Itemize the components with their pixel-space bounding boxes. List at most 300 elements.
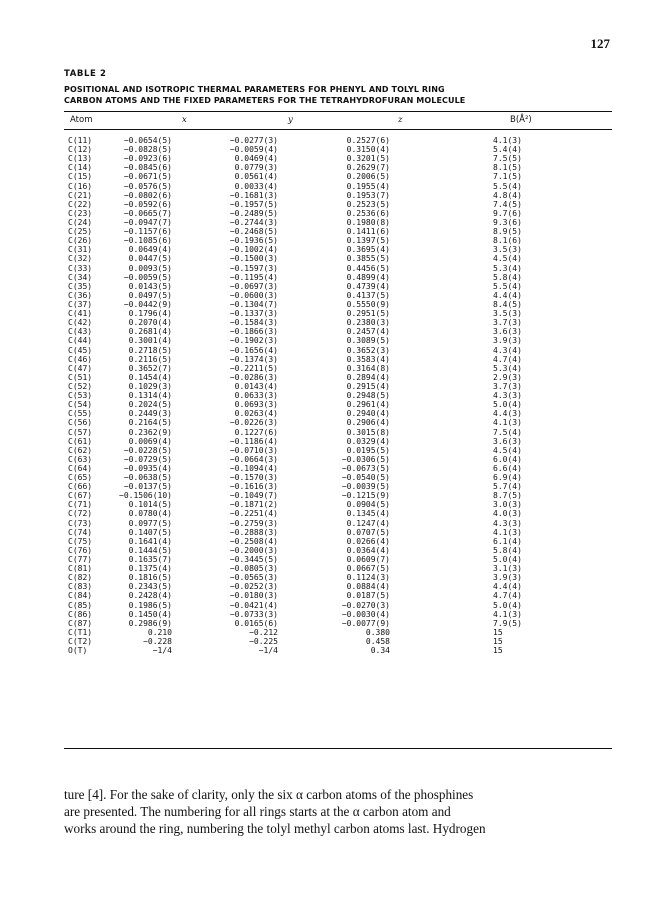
cell-atom: C(74) — [68, 527, 93, 537]
cell-y: −0.1374(3) — [229, 354, 278, 364]
cell-atom: C(14) — [68, 163, 93, 173]
cell-y: 0.1227(6) — [234, 427, 278, 437]
table-row — [64, 555, 612, 564]
cell-b: 4.1(3) — [493, 527, 522, 537]
cell-y: 0.0143(4) — [234, 381, 278, 391]
cell-b: 5.4(4) — [493, 145, 522, 155]
cell-b: 8.9(5) — [493, 227, 522, 237]
cell-y: −0.1902(3) — [229, 336, 278, 346]
cell-b: 6.1(4) — [493, 536, 522, 546]
cell-atom: C(15) — [68, 172, 93, 182]
cell-z: 0.3695(4) — [346, 245, 390, 255]
cell-x: −0.1506(10) — [119, 491, 172, 501]
cell-x: −0.0442(9) — [123, 299, 172, 309]
cell-b: 4.3(3) — [493, 518, 522, 528]
cell-y: 0.0561(4) — [234, 172, 278, 182]
cell-z: 0.1345(4) — [346, 509, 390, 519]
cell-x: −0.0638(5) — [123, 473, 172, 483]
cell-x: −0.0654(5) — [123, 136, 172, 145]
cell-y: −0.1186(4) — [229, 436, 278, 446]
cell-b: 4.5(4) — [493, 445, 522, 455]
cell-x: 0.1029(3) — [128, 381, 172, 391]
table-header-rule — [64, 129, 612, 130]
cell-atom: C(62) — [68, 445, 93, 455]
cell-x: 0.1454(4) — [128, 372, 172, 382]
table-row — [64, 355, 612, 364]
cell-z: 0.0667(5) — [346, 564, 390, 574]
table-row — [64, 528, 612, 537]
cell-x: 0.0447(5) — [128, 254, 172, 264]
cell-b: 7.5(4) — [493, 427, 522, 437]
cell-x: 0.1450(4) — [128, 609, 172, 619]
cell-y: −0.1616(3) — [229, 482, 278, 492]
cell-y: −0.1936(5) — [229, 236, 278, 246]
cell-atom: C(45) — [68, 345, 93, 355]
cell-x: −0.0828(5) — [123, 145, 172, 155]
cell-atom: C(72) — [68, 509, 93, 519]
cell-z: 0.1980(8) — [346, 217, 390, 227]
cell-x: −0.1157(6) — [123, 227, 172, 237]
cell-x: 0.0649(4) — [128, 245, 172, 255]
cell-atom: C(33) — [68, 263, 93, 273]
cell-b: 4.4(4) — [493, 290, 522, 300]
cell-y: −0.0252(3) — [229, 582, 278, 592]
cell-x: 0.0069(4) — [128, 436, 172, 446]
column-header-x: x — [182, 115, 187, 125]
cell-b: 7.5(5) — [493, 154, 522, 164]
cell-x: −0.0137(5) — [123, 482, 172, 492]
cell-x: 0.1641(4) — [128, 536, 172, 546]
cell-x: −1/4 — [152, 646, 172, 656]
cell-b: 4.3(4) — [493, 345, 522, 355]
cell-x: −0.0228(5) — [123, 445, 172, 455]
cell-z: 0.3164(8) — [346, 363, 390, 373]
cell-y: −0.0180(3) — [229, 591, 278, 601]
table-row — [64, 591, 612, 600]
cell-y: 0.0469(4) — [234, 154, 278, 164]
cell-z: 0.4137(5) — [346, 290, 390, 300]
cell-y: −0.1500(3) — [229, 254, 278, 264]
cell-b: 6.9(4) — [493, 473, 522, 483]
body-text — [64, 786, 620, 837]
table-row — [64, 300, 612, 309]
cell-atom: C(26) — [68, 236, 93, 246]
table-row — [64, 464, 612, 473]
cell-y: 0.0033(4) — [234, 181, 278, 191]
cell-b: 5.0(4) — [493, 400, 522, 410]
cell-z: 0.2629(7) — [346, 163, 390, 173]
cell-atom: C(23) — [68, 208, 93, 218]
table-row — [64, 236, 612, 245]
cell-z: −0.0030(4) — [341, 609, 390, 619]
cell-b: 3.5(3) — [493, 245, 522, 255]
cell-z: 0.2961(4) — [346, 400, 390, 410]
column-header-b: B(Å²) — [510, 115, 532, 125]
cell-z: 0.0707(5) — [346, 527, 390, 537]
cell-z: 0.1124(3) — [346, 573, 390, 583]
cell-atom: C(32) — [68, 254, 93, 264]
table-row — [64, 254, 612, 263]
cell-y: −0.2468(5) — [229, 227, 278, 237]
cell-atom: C(25) — [68, 227, 93, 237]
cell-y: −0.2888(3) — [229, 527, 278, 537]
table-header — [64, 115, 612, 127]
cell-z: 0.0187(5) — [346, 591, 390, 601]
cell-b: 4.4(3) — [493, 409, 522, 419]
cell-atom: C(65) — [68, 473, 93, 483]
cell-z: 0.3201(5) — [346, 154, 390, 164]
cell-x: −0.0947(7) — [123, 217, 172, 227]
cell-y: −0.1681(3) — [229, 190, 278, 200]
cell-b: 15 — [493, 646, 503, 656]
cell-atom: C(34) — [68, 272, 93, 282]
table-bottom-rule — [64, 748, 612, 749]
cell-y: −0.0226(3) — [229, 418, 278, 428]
cell-y: −0.2251(4) — [229, 509, 278, 519]
table-row — [64, 145, 612, 154]
table-row — [64, 537, 612, 546]
cell-atom: C(46) — [68, 354, 93, 364]
cell-y: −0.3445(5) — [229, 555, 278, 565]
cell-y: −0.0600(3) — [229, 290, 278, 300]
cell-z: 0.0329(4) — [346, 436, 390, 446]
cell-y: −0.2744(3) — [229, 217, 278, 227]
cell-atom: C(56) — [68, 418, 93, 428]
cell-y: 0.0633(3) — [234, 391, 278, 401]
cell-y: −0.1094(4) — [229, 463, 278, 473]
cell-y: −0.212 — [249, 627, 278, 637]
cell-atom: C(81) — [68, 564, 93, 574]
table-row — [64, 327, 612, 336]
cell-y: 0.0779(3) — [234, 163, 278, 173]
cell-y: 0.0263(4) — [234, 409, 278, 419]
table-row — [64, 309, 612, 318]
cell-y: −0.1957(5) — [229, 199, 278, 209]
table-row — [64, 318, 612, 327]
cell-x: −0.1085(6) — [123, 236, 172, 246]
cell-z: 0.1953(7) — [346, 190, 390, 200]
table-row — [64, 336, 612, 345]
table-row — [64, 382, 612, 391]
cell-y: −0.1656(4) — [229, 345, 278, 355]
cell-atom: C(12) — [68, 145, 93, 155]
cell-x: 0.0780(4) — [128, 509, 172, 519]
cell-atom: C(37) — [68, 299, 93, 309]
body-text-line: are presented. The numbering for all rings starts at the α carbon atom and — [64, 804, 451, 819]
cell-y: −0.1195(4) — [229, 272, 278, 282]
cell-z: 0.380 — [365, 627, 390, 637]
cell-atom: C(75) — [68, 536, 93, 546]
cell-x: 0.2070(4) — [128, 318, 172, 328]
cell-z: 0.2006(5) — [346, 172, 390, 182]
cell-atom: C(41) — [68, 309, 93, 319]
cell-b: 7.1(5) — [493, 172, 522, 182]
cell-z: 0.0195(5) — [346, 445, 390, 455]
table-row — [64, 509, 612, 518]
table-body — [64, 136, 612, 655]
cell-y: −0.1337(3) — [229, 309, 278, 319]
cell-x: 0.2718(5) — [128, 345, 172, 355]
cell-x: 0.2024(5) — [128, 400, 172, 410]
table-row — [64, 291, 612, 300]
cell-x: −0.0576(5) — [123, 181, 172, 191]
cell-x: −0.0665(7) — [123, 208, 172, 218]
table-row — [64, 136, 612, 145]
cell-y: 0.0165(6) — [234, 618, 278, 628]
cell-z: 0.0266(4) — [346, 536, 390, 546]
cell-atom: C(53) — [68, 391, 93, 401]
cell-z: 0.3855(5) — [346, 254, 390, 264]
cell-b: 3.6(3) — [493, 436, 522, 446]
cell-b: 2.9(3) — [493, 372, 522, 382]
cell-y: −0.0697(3) — [229, 281, 278, 291]
cell-y: −0.0059(4) — [229, 145, 278, 155]
table-row — [64, 245, 612, 254]
cell-y: −0.1866(3) — [229, 327, 278, 337]
cell-b: 3.7(3) — [493, 318, 522, 328]
cell-atom: C(57) — [68, 427, 93, 437]
cell-b: 4.1(3) — [493, 136, 522, 145]
cell-x: −0.0845(6) — [123, 163, 172, 173]
cell-atom: C(67) — [68, 491, 93, 501]
cell-b: 8.7(5) — [493, 491, 522, 501]
table-row — [64, 227, 612, 236]
cell-z: 0.5550(9) — [346, 299, 390, 309]
cell-x: 0.2164(5) — [128, 418, 172, 428]
cell-y: −0.0805(3) — [229, 564, 278, 574]
cell-x: 0.1796(4) — [128, 309, 172, 319]
table-row — [64, 418, 612, 427]
cell-b: 3.0(3) — [493, 500, 522, 510]
cell-y: −0.1570(3) — [229, 473, 278, 483]
cell-b: 4.5(4) — [493, 254, 522, 264]
table-row — [64, 273, 612, 282]
cell-b: 4.3(3) — [493, 391, 522, 401]
cell-atom: C(21) — [68, 190, 93, 200]
cell-b: 6.6(4) — [493, 463, 522, 473]
cell-x: 0.2681(4) — [128, 327, 172, 337]
cell-y: −0.225 — [249, 637, 278, 647]
cell-z: 0.0884(4) — [346, 582, 390, 592]
cell-y: −0.2211(5) — [229, 363, 278, 373]
cell-atom: C(76) — [68, 545, 93, 555]
cell-atom: C(66) — [68, 482, 93, 492]
cell-atom: C(31) — [68, 245, 93, 255]
cell-atom: C(85) — [68, 600, 93, 610]
cell-z: −0.0077(9) — [341, 618, 390, 628]
cell-b: 15 — [493, 627, 503, 637]
cell-x: 0.1816(5) — [128, 573, 172, 583]
table-row — [64, 601, 612, 610]
cell-b: 3.9(3) — [493, 336, 522, 346]
cell-x: −0.0935(4) — [123, 463, 172, 473]
cell-y: −0.2489(5) — [229, 208, 278, 218]
cell-atom: C(87) — [68, 618, 93, 628]
table-row — [64, 154, 612, 163]
cell-atom: C(35) — [68, 281, 93, 291]
table-row — [64, 264, 612, 273]
cell-b: 8.1(5) — [493, 163, 522, 173]
column-header-z: z — [398, 115, 403, 125]
cell-b: 4.0(3) — [493, 509, 522, 519]
cell-atom: C(84) — [68, 591, 93, 601]
cell-atom: C(71) — [68, 500, 93, 510]
cell-atom: C(64) — [68, 463, 93, 473]
table-row — [64, 282, 612, 291]
body-text-line: works around the ring, numbering the tolyl methyl carbon atoms last. Hydrogen — [64, 821, 486, 836]
cell-z: 0.2906(4) — [346, 418, 390, 428]
cell-atom: C(22) — [68, 199, 93, 209]
cell-atom: C(36) — [68, 290, 93, 300]
cell-z: 0.2951(5) — [346, 309, 390, 319]
cell-z: −0.0540(5) — [341, 473, 390, 483]
cell-x: 0.2116(5) — [128, 354, 172, 364]
cell-y: −0.1049(7) — [229, 491, 278, 501]
cell-z: 0.2940(4) — [346, 409, 390, 419]
cell-x: −0.0592(6) — [123, 199, 172, 209]
table-row — [64, 610, 612, 619]
cell-z: 0.0609(7) — [346, 555, 390, 565]
table-row — [64, 473, 612, 482]
cell-b: 3.1(3) — [493, 564, 522, 574]
cell-z: 0.458 — [365, 637, 390, 647]
cell-z: 0.2894(4) — [346, 372, 390, 382]
cell-b: 6.0(4) — [493, 454, 522, 464]
cell-x: −0.0059(5) — [123, 272, 172, 282]
cell-z: 0.0904(5) — [346, 500, 390, 510]
cell-atom: C(T2) — [68, 637, 93, 647]
cell-b: 5.0(4) — [493, 555, 522, 565]
cell-b: 3.7(3) — [493, 381, 522, 391]
table-row — [64, 218, 612, 227]
cell-y: −0.0421(4) — [229, 600, 278, 610]
page-number: 127 — [590, 36, 610, 51]
cell-b: 3.9(3) — [493, 573, 522, 583]
cell-z: 0.4456(5) — [346, 263, 390, 273]
cell-atom: C(11) — [68, 136, 93, 145]
table-row — [64, 391, 612, 400]
cell-z: 0.3652(3) — [346, 345, 390, 355]
cell-x: −0.0671(5) — [123, 172, 172, 182]
cell-x: 0.1444(5) — [128, 545, 172, 555]
table-row — [64, 364, 612, 373]
cell-atom: C(43) — [68, 327, 93, 337]
cell-y: −0.0664(3) — [229, 454, 278, 464]
cell-x: 0.2343(5) — [128, 582, 172, 592]
cell-z: 0.2536(6) — [346, 208, 390, 218]
table-row — [64, 209, 612, 218]
cell-b: 15 — [493, 637, 503, 647]
cell-x: 0.2449(3) — [128, 409, 172, 419]
cell-z: −0.0039(5) — [341, 482, 390, 492]
table-row — [64, 564, 612, 573]
caption-line: CARBON ATOMS AND THE FIXED PARAMETERS FOR THE TETRAHYDROFURAN MOLECULE — [64, 96, 466, 105]
table-row — [64, 182, 612, 191]
cell-z: 0.3150(4) — [346, 145, 390, 155]
cell-z: 0.34 — [370, 646, 390, 656]
cell-x: 0.3652(7) — [128, 363, 172, 373]
cell-atom: C(13) — [68, 154, 93, 164]
table-row — [64, 637, 612, 646]
cell-x: 0.2986(9) — [128, 618, 172, 628]
cell-atom: C(82) — [68, 573, 93, 583]
cell-y: −0.1304(7) — [229, 299, 278, 309]
cell-y: −0.0710(3) — [229, 445, 278, 455]
table-row — [64, 200, 612, 209]
cell-z: 0.4899(4) — [346, 272, 390, 282]
cell-z: −0.1215(9) — [341, 491, 390, 501]
cell-atom: C(61) — [68, 436, 93, 446]
cell-y: 0.0693(3) — [234, 400, 278, 410]
table-row — [64, 500, 612, 509]
cell-z: 0.2457(4) — [346, 327, 390, 337]
cell-y: −0.0277(3) — [229, 136, 278, 145]
cell-y: −0.1871(2) — [229, 500, 278, 510]
table-row — [64, 191, 612, 200]
caption-line: POSITIONAL AND ISOTROPIC THERMAL PARAMETERS FOR PHENYL AND TOLYL RING — [64, 85, 445, 94]
table-label: TABLE 2 — [64, 69, 107, 79]
table-row — [64, 163, 612, 172]
cell-x: 0.3001(4) — [128, 336, 172, 346]
cell-atom: C(73) — [68, 518, 93, 528]
table-row — [64, 646, 612, 655]
cell-b: 5.8(4) — [493, 272, 522, 282]
cell-x: 0.1375(4) — [128, 564, 172, 574]
cell-x: 0.0497(5) — [128, 290, 172, 300]
cell-atom: C(24) — [68, 217, 93, 227]
cell-b: 5.8(4) — [493, 545, 522, 555]
cell-atom: C(77) — [68, 555, 93, 565]
cell-y: −0.2000(3) — [229, 545, 278, 555]
cell-z: 0.3583(4) — [346, 354, 390, 364]
cell-z: 0.1411(6) — [346, 227, 390, 237]
cell-b: 5.0(4) — [493, 600, 522, 610]
cell-b: 4.8(4) — [493, 190, 522, 200]
cell-b: 4.4(4) — [493, 582, 522, 592]
cell-x: 0.0977(5) — [128, 518, 172, 528]
cell-y: −0.0565(3) — [229, 573, 278, 583]
table-row — [64, 546, 612, 555]
table-row — [64, 628, 612, 637]
cell-x: 0.1986(5) — [128, 600, 172, 610]
cell-z: −0.0270(3) — [341, 600, 390, 610]
cell-z: 0.2523(5) — [346, 199, 390, 209]
cell-x: 0.1635(7) — [128, 555, 172, 565]
cell-z: 0.2527(6) — [346, 136, 390, 145]
table-row — [64, 573, 612, 582]
cell-z: 0.1955(4) — [346, 181, 390, 191]
cell-atom: C(55) — [68, 409, 93, 419]
table-row — [64, 172, 612, 181]
cell-b: 4.1(3) — [493, 418, 522, 428]
cell-atom: C(16) — [68, 181, 93, 191]
cell-x: 0.0093(5) — [128, 263, 172, 273]
cell-atom: C(42) — [68, 318, 93, 328]
cell-b: 5.3(4) — [493, 263, 522, 273]
cell-b: 4.7(4) — [493, 591, 522, 601]
table-top-rule — [64, 111, 612, 112]
cell-atom: C(63) — [68, 454, 93, 464]
table-row — [64, 446, 612, 455]
cell-y: −0.0733(3) — [229, 609, 278, 619]
table-row — [64, 428, 612, 437]
cell-z: 0.2380(3) — [346, 318, 390, 328]
cell-x: −0.0729(5) — [123, 454, 172, 464]
cell-z: 0.1247(4) — [346, 518, 390, 528]
cell-b: 5.5(4) — [493, 281, 522, 291]
table-row — [64, 482, 612, 491]
cell-atom: C(54) — [68, 400, 93, 410]
